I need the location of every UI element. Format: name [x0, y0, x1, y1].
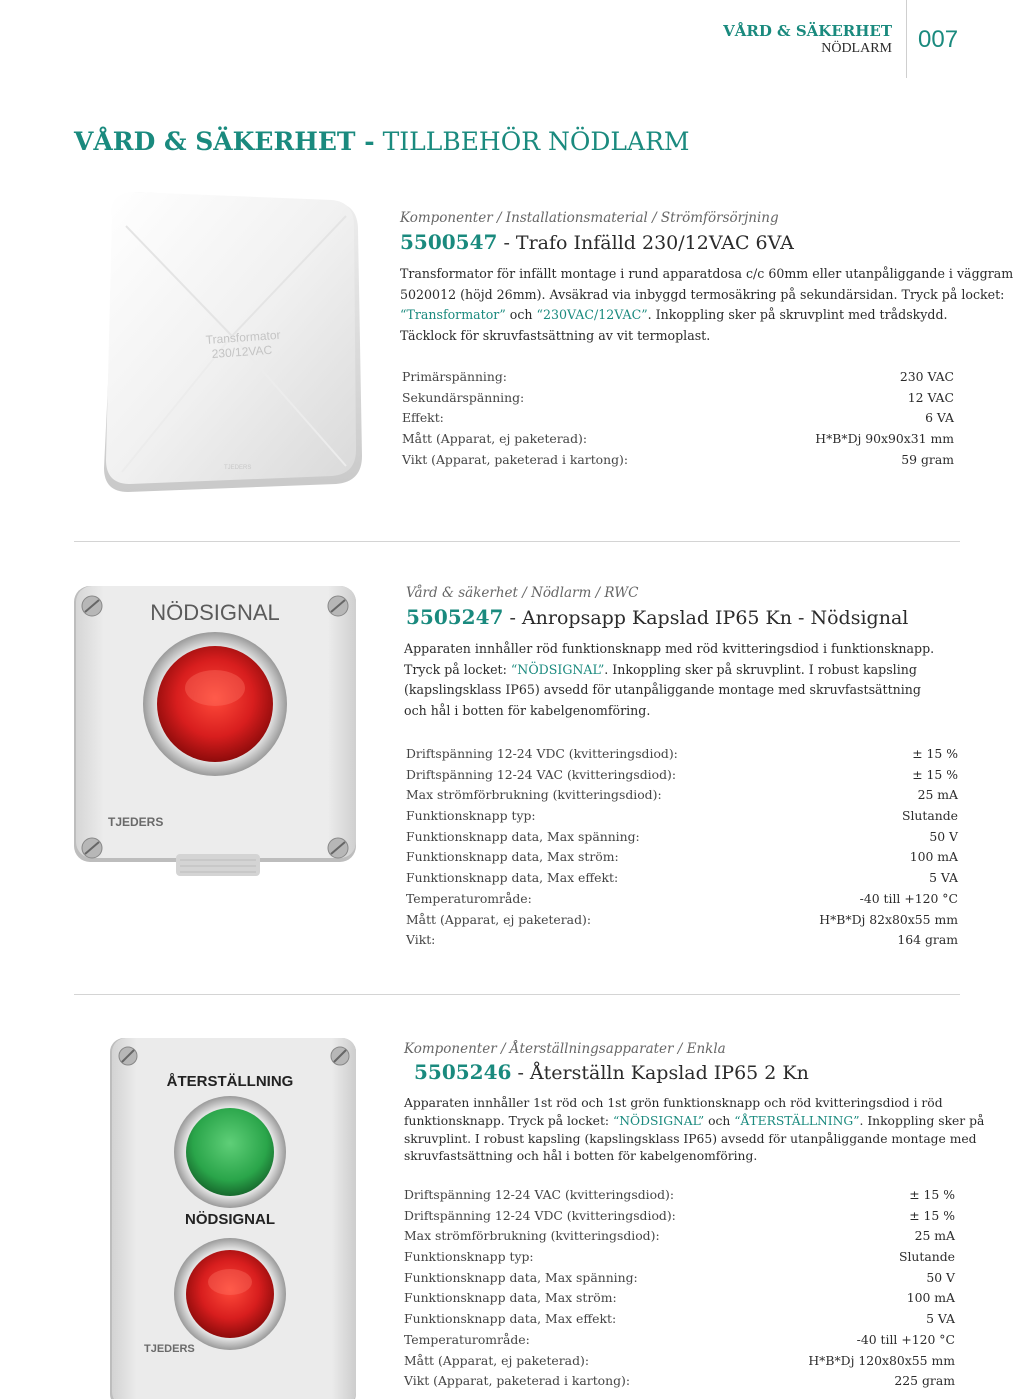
spec-row — [402, 388, 954, 409]
product-code: 5505246 — [414, 1060, 512, 1084]
box-label-nodsignal-2: NÖDSIGNAL — [185, 1211, 275, 1228]
desc-line: Apparaten innhåller 1st röd och 1st grön funktionsknapp och röd kvitteringsdiod i röd — [404, 1096, 943, 1110]
spec-row — [404, 1288, 955, 1309]
spec-label: Primärspänning: — [402, 369, 507, 384]
spec-row — [402, 429, 954, 450]
header-divider — [906, 0, 907, 78]
desc-highlight: “ÅTERSTÄLLNING” — [734, 1113, 860, 1128]
spec-row — [404, 1371, 955, 1392]
spec-row — [402, 450, 954, 471]
desc-highlight: “230VAC/12VAC” — [536, 307, 648, 322]
spec-label: Max strömförbrukning (kvitteringsdiod): — [406, 787, 662, 803]
breadcrumb: Komponenter / Återställningsapparater / Enkla — [404, 1041, 726, 1057]
spec-label: Mått (Apparat, ej paketerad): — [406, 911, 592, 927]
spec-value: ± 15 % — [909, 1207, 955, 1223]
product-name: - Trafo Infälld 230/12VAC 6VA — [503, 232, 794, 254]
transformer-brand: TJEDERS — [224, 465, 252, 471]
desc-text: och — [704, 1113, 735, 1128]
box-brand: TJEDERS — [108, 815, 164, 829]
spec-label: Driftspänning 12-24 VAC (kvitteringsdiod): — [406, 766, 677, 782]
desc-line — [400, 305, 1013, 326]
page-title-rest: TILLBEHÖR NÖDLARM — [382, 127, 690, 156]
spec-row — [404, 1185, 955, 1206]
spec-label: Mått (Apparat, ej paketerad): — [404, 1352, 590, 1368]
desc-line — [404, 1113, 984, 1131]
desc-line: (kapslingsklass IP65) avsedd för utanpåliggande montage med skruvfastsättning — [404, 682, 921, 697]
spec-value: ± 15 % — [909, 1187, 955, 1202]
spec-label: Mått (Apparat, ej paketerad): — [402, 431, 588, 447]
spec-table — [406, 744, 958, 951]
spec-label: Temperaturområde: — [404, 1331, 530, 1347]
spec-value: 225 gram — [894, 1373, 955, 1389]
spec-row — [404, 1226, 955, 1247]
spec-row — [404, 1268, 955, 1289]
desc-text: funktionsknapp. Tryck på locket: — [404, 1113, 613, 1128]
spec-value: 100 mA — [909, 849, 958, 865]
box-label-aterstallning: ÅTERSTÄLLNING — [166, 1073, 294, 1090]
desc-text: . Inkoppling sker på skruvplint. I robust kapsling — [604, 661, 917, 677]
spec-row — [404, 1330, 955, 1351]
spec-row — [404, 1351, 955, 1372]
spec-value: Slutande — [898, 1249, 955, 1265]
desc-highlight: “NÖDSIGNAL” — [612, 1113, 705, 1128]
spec-label: Sekundärspänning: — [402, 389, 525, 405]
spec-label: Funktionsknapp data, Max spänning: — [406, 828, 640, 844]
product-name: - Återställn Kapslad IP65 2 Kn — [517, 1062, 809, 1084]
spec-row — [406, 806, 958, 827]
spec-value: 50 V — [926, 1269, 955, 1285]
spec-row — [404, 1206, 955, 1227]
breadcrumb: Vård & säkerhet / Nödlarm / RWC — [406, 585, 639, 601]
spec-value: 6 VA — [925, 410, 954, 426]
spec-label: Funktionsknapp data, Max ström: — [404, 1290, 617, 1306]
page-title-prefix: VÅRD & SÄKERHET - — [74, 127, 375, 156]
desc-line: skruvfastsättning och hål i botten för kabelgenomföring. — [404, 1149, 758, 1164]
product-code: 5500547 — [400, 230, 498, 254]
transformer-label-1: Transformator — [205, 327, 281, 347]
desc-line: skruvplint. I robust kapsling (kapslingsklass IP65) avsedd för utanpåliggande montage med — [404, 1131, 977, 1146]
spec-row — [404, 1247, 955, 1268]
spec-label: Funktionsknapp typ: — [406, 808, 536, 824]
desc-text: och — [505, 307, 537, 322]
reset-button-box-image — [108, 1036, 362, 1399]
box-label-nodsignal: NÖDSIGNAL — [150, 600, 280, 625]
spec-label: Vikt (Apparat, paketerad i kartong): — [402, 451, 629, 467]
spec-row — [404, 1309, 955, 1330]
spec-value: 59 gram — [901, 451, 954, 467]
spec-row — [406, 889, 958, 910]
desc-line: Apparaten innhåller röd funktionsknapp med röd kvitteringsdiod i funktionsknapp. — [404, 641, 935, 656]
spec-label: Funktionsknapp data, Max effekt: — [406, 870, 619, 886]
spec-value: H*B*Dj 90x90x31 mm — [815, 431, 954, 447]
product-description — [404, 1095, 984, 1166]
product-description — [404, 639, 934, 721]
spec-row — [406, 910, 958, 931]
spec-row — [406, 930, 958, 951]
spec-value: H*B*Dj 82x80x55 mm — [819, 911, 958, 927]
product-title — [400, 230, 794, 254]
page-title — [74, 126, 690, 158]
spec-value: H*B*Dj 120x80x55 mm — [808, 1352, 955, 1368]
spec-value: 25 mA — [917, 787, 958, 803]
spec-row — [406, 785, 958, 806]
spec-value: 5 VA — [926, 1311, 955, 1327]
spec-value: 25 mA — [914, 1228, 955, 1244]
spec-label: Funktionsknapp data, Max effekt: — [404, 1311, 617, 1327]
product-title — [414, 1060, 809, 1084]
section-divider — [74, 541, 960, 542]
spec-value: -40 till +120 °C — [859, 890, 958, 906]
spec-label: Driftspänning 12-24 VDC (kvitteringsdiod): — [404, 1207, 676, 1223]
spec-row — [406, 744, 958, 765]
product-code: 5505247 — [406, 605, 504, 629]
spec-value: -40 till +120 °C — [856, 1331, 955, 1347]
product-name: - Anropsapp Kapslad IP65 Kn - Nödsignal — [509, 607, 909, 629]
header-subcategory: NÖDLARM — [821, 41, 892, 56]
spec-label: Driftspänning 12-24 VDC (kvitteringsdiod): — [406, 746, 678, 761]
spec-value: 230 VAC — [899, 369, 954, 384]
spec-value: 12 VAC — [907, 389, 954, 405]
spec-label: Temperaturområde: — [406, 890, 532, 906]
desc-line — [404, 660, 934, 681]
spec-label: Vikt: — [406, 932, 436, 948]
desc-highlight: “Transformator” — [400, 307, 506, 322]
spec-label: Vikt (Apparat, paketerad i kartong): — [404, 1373, 631, 1389]
spec-label: Driftspänning 12-24 VAC (kvitteringsdiod): — [404, 1187, 675, 1202]
desc-text: . Inkoppling sker på skruvplint med trådskydd. — [647, 307, 948, 322]
header-category: VÅRD & SÄKERHET — [723, 22, 892, 40]
emergency-button-box-image — [70, 582, 366, 882]
breadcrumb: Komponenter / Installationsmaterial / Strömförsörjning — [400, 210, 779, 226]
spec-value: 100 mA — [906, 1290, 955, 1306]
spec-row — [406, 827, 958, 848]
desc-highlight: “NÖDSIGNAL” — [510, 661, 605, 677]
spec-value: 164 gram — [897, 932, 958, 948]
spec-value: 5 VA — [929, 870, 958, 886]
spec-row — [406, 765, 958, 786]
spec-row — [406, 847, 958, 868]
desc-line: 5020012 (höjd 26mm). Avsäkrad via inbyggd termosäkring på sekundärsidan. Tryck på locket: — [400, 286, 1005, 302]
spec-label: Funktionsknapp data, Max ström: — [406, 849, 619, 865]
desc-line: Transformator för infällt montage i rund apparatdosa c/c 60mm eller utanpåliggande i väggram — [400, 266, 1013, 281]
spec-table — [402, 367, 954, 470]
page-number: 007 — [918, 26, 959, 53]
spec-label: Effekt: — [402, 410, 444, 426]
box-brand: TJEDERS — [144, 1343, 195, 1355]
desc-text: . Inkoppling sker på — [859, 1113, 985, 1128]
spec-label: Funktionsknapp typ: — [404, 1249, 534, 1265]
spec-row — [402, 408, 954, 429]
product-title — [406, 605, 908, 629]
transformer-image — [96, 186, 368, 508]
spec-table — [404, 1185, 955, 1392]
product-description — [400, 264, 1013, 346]
spec-value: 50 V — [929, 828, 958, 844]
desc-line: och hål i botten för kabelgenomföring. — [404, 702, 651, 718]
spec-row — [406, 868, 958, 889]
section-divider — [74, 994, 960, 995]
desc-line: Täcklock för skruvfastsättning av vit termoplast. — [400, 327, 711, 343]
spec-value: ± 15 % — [912, 746, 958, 761]
transformer-label-2: 230/12VAC — [211, 342, 273, 361]
spec-label: Funktionsknapp data, Max spänning: — [404, 1269, 638, 1285]
desc-text: Tryck på locket: — [404, 661, 511, 677]
spec-label: Max strömförbrukning (kvitteringsdiod): — [404, 1228, 660, 1244]
spec-value: Slutande — [901, 808, 958, 824]
spec-row — [402, 367, 954, 388]
spec-value: ± 15 % — [912, 766, 958, 782]
